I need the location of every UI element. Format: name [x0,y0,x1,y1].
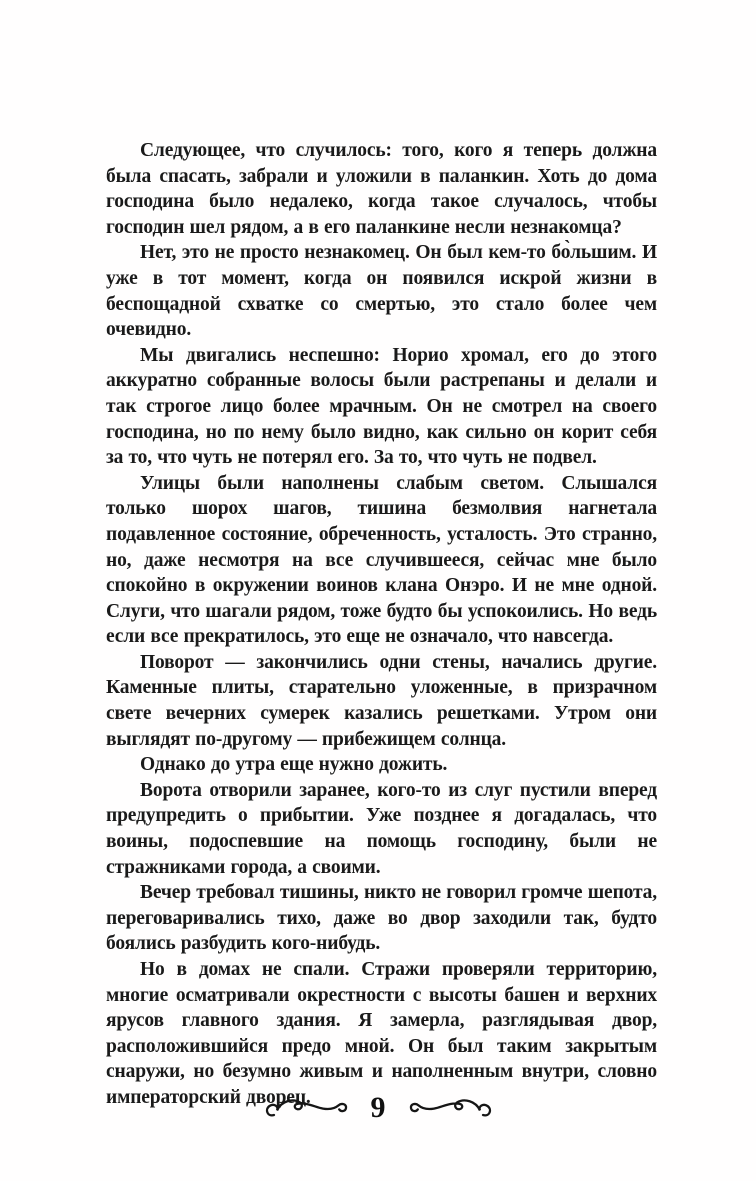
paragraph: Мы двигались неспешно: Норио хромал, его до этого аккуратно собранные волосы были растрепаны и делали и так строгое лицо более мрачным. Он не смотрел на своего господина, но по нему было видно, как сильно он корит себя за то, что чуть не потерял его. За то, что чуть не подвел. [106,344,657,469]
page-number: 9 [370,1091,386,1124]
paragraph: Поворот — закончились одни стены, начались другие. Каменные плиты, старательно уложенные, в призрачном свете вечерних сумерек казались решетками. Утром они выглядят по-другому — прибежищем солнца. [106,651,657,750]
paragraph: Но в домах не спали. Стражи проверяли территорию, многие осматривали окрестности с высоты башен и верхних ярусов главного здания. Я замерла, разглядывая двор, расположившийся предо мной. Он был таким закрытым снаружи, но безумно живым и наполненным внутри, словно императорский дворец. [106,959,657,1108]
page-footer [0,1088,756,1128]
paragraph: Ворота отворили заранее, кого-то из слуг пустили вперед предупредить о прибытии. Уже позднее я догадалась, что воины, подоспевшие на помощь господину, были не стражниками города, а своими. [106,779,657,878]
text-block [106,138,657,1111]
paragraph: Однако до утра еще нужно дожить. [140,754,448,776]
flourish-left-icon [263,1093,349,1123]
paragraph: Следующее, что случилось: того, кого я теперь должна была спасать, забрали и уложили в паланкин. Хоть до дома господина было недалеко, когда такое случалось, чтобы господин шел рядом, а в его паланкине несли незнакомца? [106,140,657,238]
paragraph: Нет, это не просто незнакомец. Он был кем-то бо̀льшим. И уже в тот момент, когда он появился искрой жизни в беспощадной схватке со смертью, это стало более чем очевидно. [106,242,657,341]
paragraph: Улицы были наполнены слабым светом. Слышался только шорох шагов, тишина безмолвия нагнетала подавленное состояние, обреченность, усталость. Это странно, но, даже несмотря на все случившееся, сейчас мне было спокойно в окружении воинов клана Онэро. И не мне одной. Слуги, что шагали рядом, тоже будто бы успокоились. Но ведь если все прекратилось, это еще не означало, что навсегда. [106,472,657,648]
paragraph: Вечер требовал тишины, никто не говорил громче шепота, переговаривались тихо, даже во двор заходили так, будто боялись разбудить кого-нибудь. [106,882,657,955]
flourish-right-icon [408,1093,494,1123]
